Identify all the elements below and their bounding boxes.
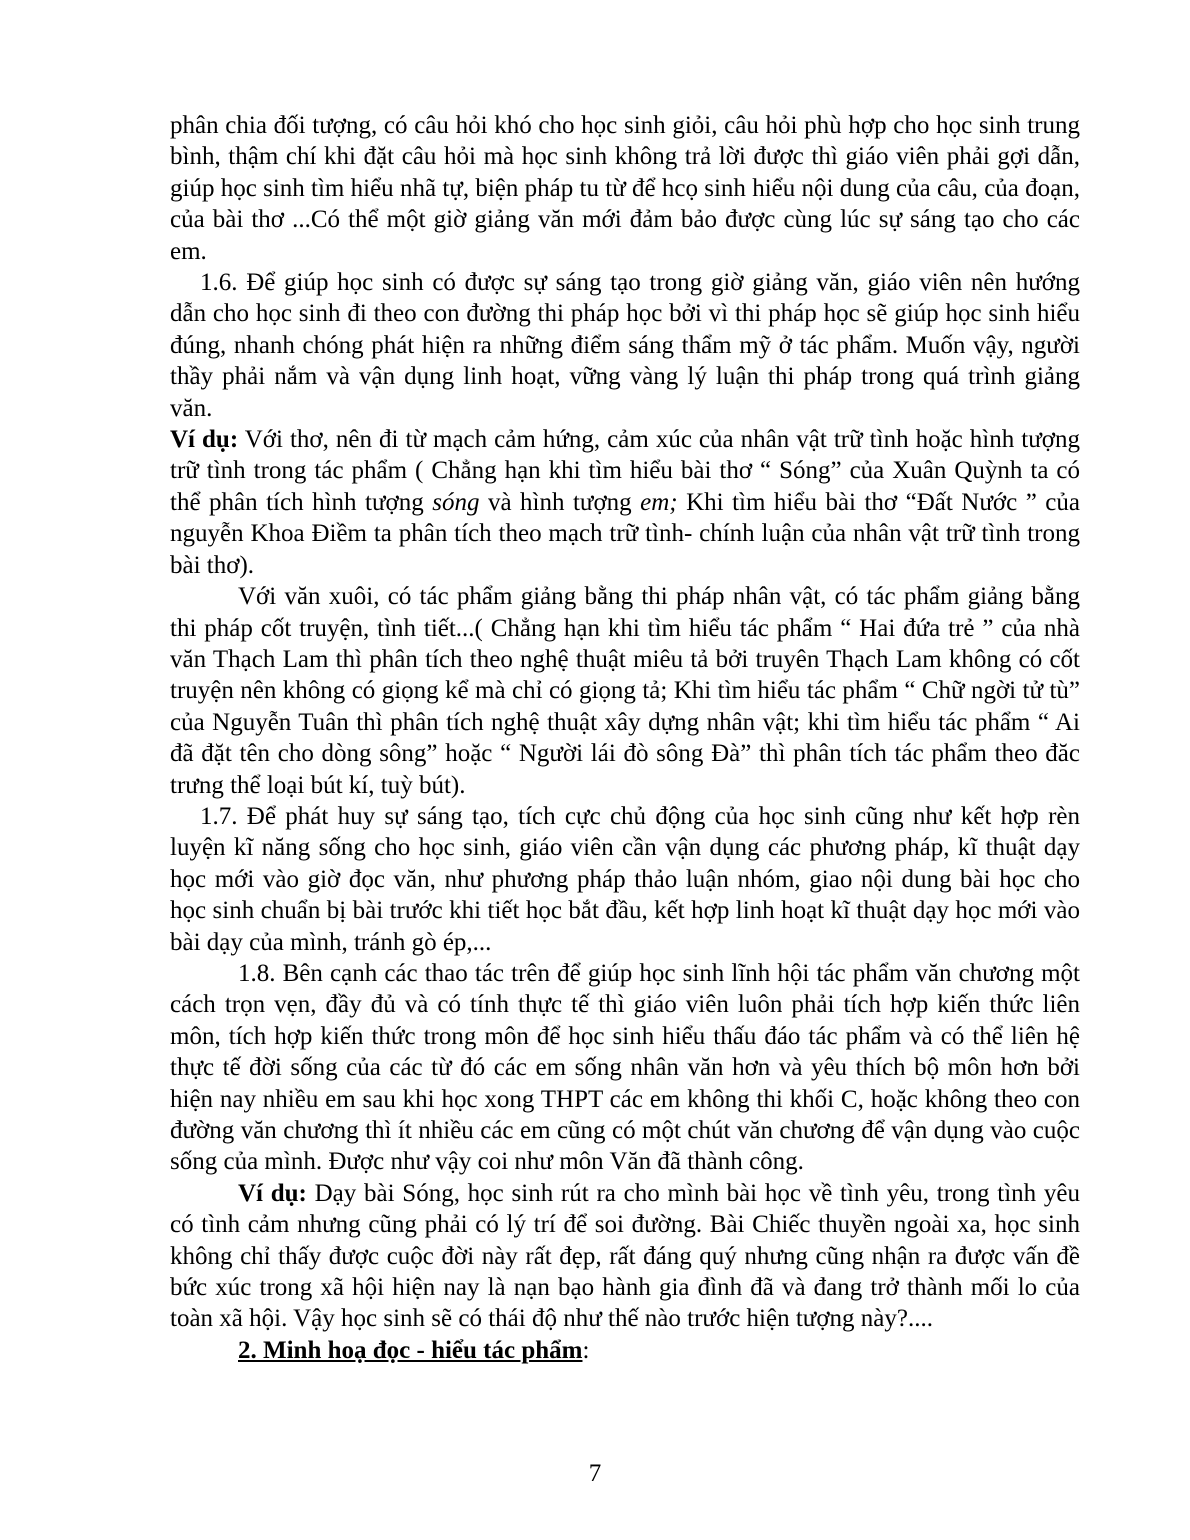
example-text: Dạy bài Sóng, học sinh rút ra cho mình bài học về tình yêu, trong tình yêu có tình cảm nhưng cũng phải có lý trí để soi đường. Bài Chiếc thuyền ngoài xa, học sinh không chỉ thấy được cuộc đời này rất đẹp, rất đáng quý nhưng cũng nhận ra được vấn đề bức xúc trong xã hội hiện nay là nạn bạo hành gia đình đã và đang trở thành mối lo của toàn xã hội. Vậy học sinh sẽ có thái độ như thế nào trước hiện tượng này?.... [170, 1179, 1080, 1333]
paragraph-example-lesson [170, 1178, 1080, 1335]
example-label: Ví dụ: [238, 1179, 307, 1207]
paragraph-prose: Với văn xuôi, có tác phẩm giảng bằng thi pháp nhân vật, có tác phẩm giảng bằng thi pháp cốt truyện, tình tiết...( Chẳng hạn khi tìm hiểu tác phẩm “ Hai đứa trẻ ” của nhà văn Thạch Lam thì phân tích theo nghệ thuật miêu tả bởi truyên Thạch Lam không có cốt truyện nên không có giọng kể mà chỉ có giọng tả; Khi tìm hiểu tác phẩm “ Chữ ngời tử tù” của Nguyễn Tuân thì phân tích nghệ thuật xây dựng nhân vật; khi tìm hiểu tác phẩm “ Ai đã đặt tên cho dòng sông” hoặc “ Người lái đò sông Đà” thì phân tích tác phẩm theo đăc trưng thể loại bút kí, tuỳ bút). [170, 583, 1080, 799]
example-text: và hình tượng [479, 488, 641, 516]
section-heading [170, 1335, 1080, 1366]
document-body [170, 110, 1080, 1366]
italic-term-song: sóng [432, 488, 480, 516]
paragraph-1-8: 1.8. Bên cạnh các thao tác trên để giúp học sinh lĩnh hội tác phẩm văn chương một cách trọn vẹn, đầy đủ và có tính thực tế thì giáo viên luôn phải tích hợp kiến thức liên môn, tích hợp kiến thức trong môn để học sinh hiểu thấu đáo tác phẩm và có thể liên hệ thực tế đời sống của các từ đó các em sống nhân văn hơn và yêu thích bộ môn hơn bởi hiện nay nhiều em sau khi học xong THPT các em không thi khối C, hoặc không theo con đường văn chương thì ít nhiều các em cũng có một chút văn chương để vận dụng vào cuộc sống của mình. Được như vậy coi như môn Văn đã thành công. [170, 959, 1080, 1176]
paragraph-1-7: 1.7. Để phát huy sự sáng tạo, tích cực chủ động của học sinh cũng như kết hợp rèn luyện kĩ năng sống cho học sinh, giáo viên cần vận dụng các phương pháp, kĩ thuật dạy học mới vào giờ đọc văn, như phương pháp thảo luận nhóm, giao nội dung bài học cho học sinh chuẩn bị bài trước khi tiết học bắt đầu, kết hợp linh hoạt kĩ thuật dạy học mới vào bài dạy của mình, tránh gò ép,... [170, 802, 1080, 956]
paragraph-1-6: 1.6. Để giúp học sinh có được sự sáng tạo trong giờ giảng văn, giáo viên nên hướng dẫn cho học sinh đi theo con đường thi pháp học bởi vì thi pháp học sẽ giúp học sinh hiểu đúng, nhanh chóng phát hiện ra những điểm sáng thẩm mỹ ở tác phẩm. Muốn vậy, người thầy phải nắm và vận dụng linh hoạt, vững vàng lý luận thi pháp trong quá trình giảng văn. [170, 269, 1080, 422]
page-number: 7 [588, 1460, 602, 1487]
example-text: Với thơ, nên đi từ mạch cảm hứng, cảm xúc của nhân vật trữ tình hoặc hình tượng trữ tình trong tác phẩm ( Chẳng hạn khi tìm hiểu bài thơ “ Sóng” của Xuân Quỳnh ta có thể phân tích hình tượng [170, 426, 1080, 516]
example-text: Khi tìm hiểu bài thơ “Đất Nước ” của nguyễn Khoa Điềm ta phân tích theo mạch trữ tình- chính luận của nhân vật trữ tình trong bài thơ). [170, 488, 1080, 579]
section-heading-text: 2. Minh hoạ đọc - hiểu tác phẩm [238, 1336, 583, 1364]
paragraph-example-poetry [170, 424, 1080, 581]
section-heading-colon: : [582, 1336, 590, 1364]
paragraph-continuation: phân chia đối tượng, có câu hỏi khó cho học sinh giỏi, câu hỏi phù hợp cho học sinh trung bình, thậm chí khi đặt câu hỏi mà học sinh không trả lời được thì giáo viên phải gợi dẫn, giúp học sinh tìm hiểu nhã tự, biện pháp tu từ để hcọ sinh hiểu nội dung của câu, của đoạn, của bài thơ ...Có thể một giờ giảng văn mới đảm bảo được cùng lúc sự sáng tạo cho các em. [170, 112, 1080, 265]
italic-term-em: em; [640, 488, 678, 516]
example-label: Ví dụ: [170, 426, 239, 454]
